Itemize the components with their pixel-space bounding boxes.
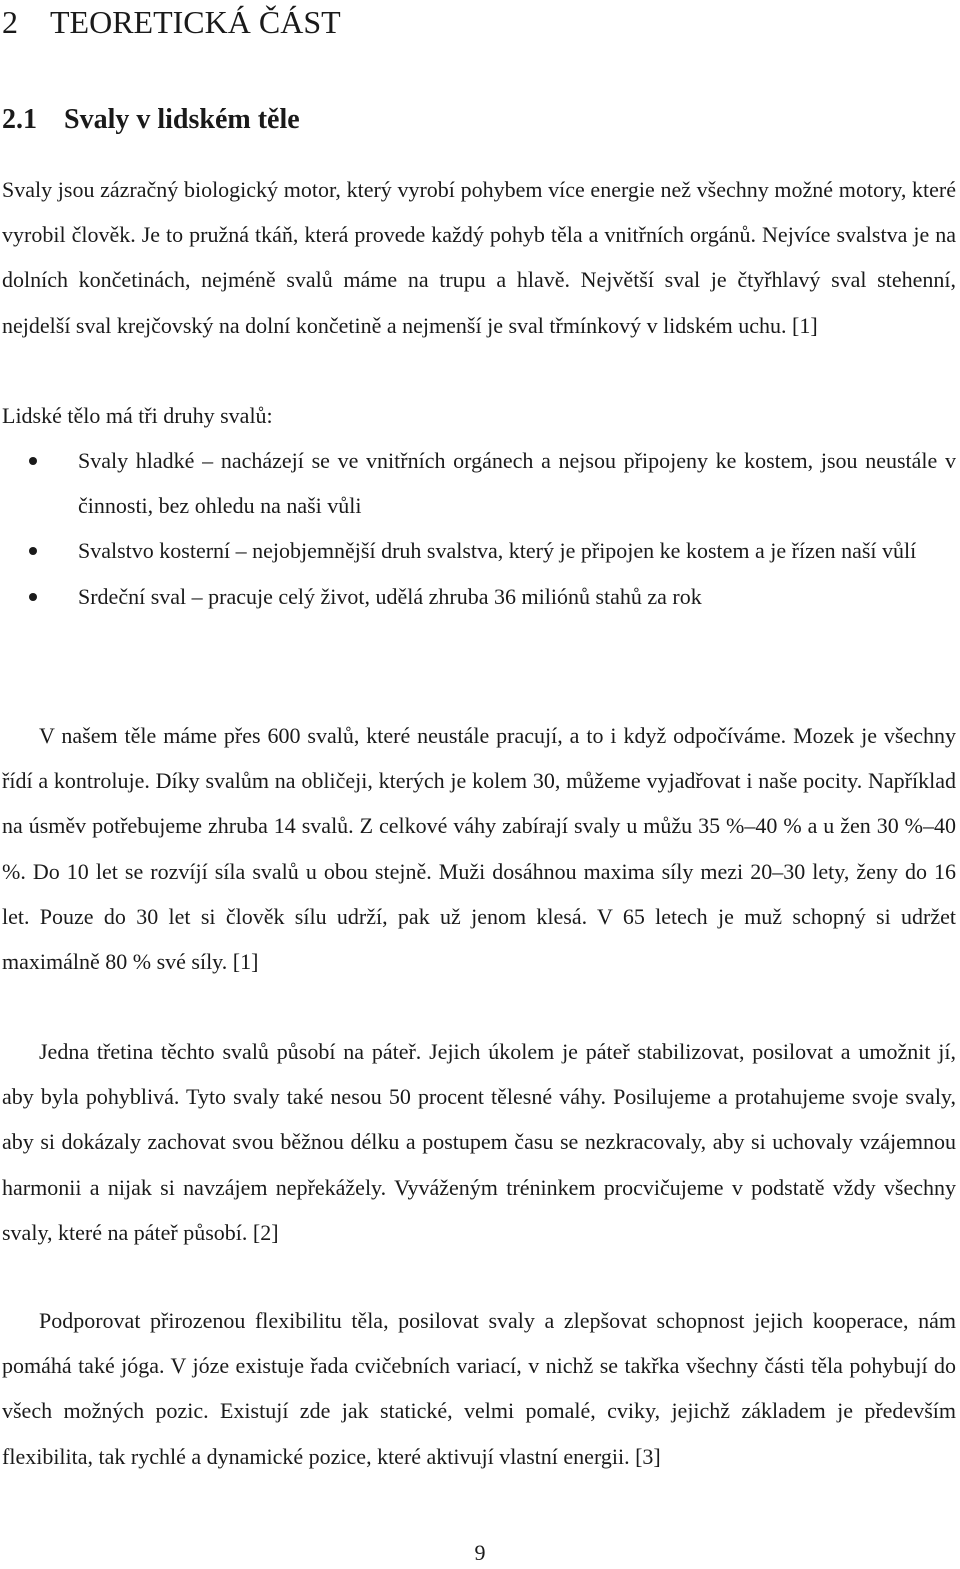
chapter-heading (2, 2, 341, 42)
bullet-icon (29, 547, 37, 555)
list-item (0, 574, 956, 619)
intro-paragraph: Svaly jsou zázračný biologický motor, který vyrobí pohybem více energie než všechny možné motory, které vyrobil člověk. Je to pružná tkáň, která provede každý pohyb těla a vnitřních orgánů. Nejvíce svalstva je na dolních končetinách, nejméně svalů máme na trupu a hlavě. Největší sval je čtyřhlavý sval stehenní, nejdelší sval krejčovský na dolní končetině a nejmenší je sval třmínkový v lidském uchu. [1] (2, 177, 956, 338)
page-number: 9 (474, 1540, 486, 1565)
chapter-title: TEORETICKÁ ČÁST (50, 4, 341, 40)
section-title: Svaly v lidském těle (64, 104, 300, 135)
section-number: 2.1 (2, 104, 37, 135)
section-heading (2, 100, 300, 140)
paragraph: V našem těle máme přes 600 svalů, které neustále pracují, a to i když odpočíváme. Mozek je všechny řídí a kontroluje. Díky svalům na obličeji, kterých je kolem 30, můžeme vyjadřovat i naše pocity. Například na úsměv potřebujeme zhruba 14 svalů. Z celkové váhy zabírají svaly u můžu 35 %–40 % a u žen 30 %–40 %. Do 10 let se rozvíjí síla svalů u obou stejně. Muži dosáhnou maxima síly mezi 20–30 lety, ženy do 16 let. Pouze do 30 let si člověk sílu udrží, pak už jenom klesá. V 65 letech je muž schopný si udržet maximálně 80 % své síly. [1] (2, 723, 956, 975)
list-item (0, 528, 956, 573)
list-item-text: Svaly hladké – nacházejí se ve vnitřních orgánech a nejsou připojeny ke kostem, jsou neustále v činnosti, bez ohledu na naši vůli (78, 448, 956, 519)
bullet-icon (29, 457, 37, 465)
list-item-text: Srdeční sval – pracuje celý život, udělá zhruba 36 miliónů stahů za rok (78, 583, 702, 609)
chapter-number: 2 (2, 4, 18, 40)
paragraph: Jedna třetina těchto svalů působí na páteř. Jejich úkolem je páteř stabilizovat, posilovat a umožnit jí, aby byla pohyblivá. Tyto svaly také nesou 50 procent tělesné váhy. Posilujeme a protahujeme svoje svaly, aby si dokázaly zachovat svou běžnou délku a postupem času se nezkracovaly, aby si uchovaly vzájemnou harmonii a nijak si navzájem nepřekážely. Vyváženým tréninkem procvičujeme v podstatě vždy všechny svaly, které na páteř působí. [2] (2, 1039, 956, 1245)
list-item-text: Svalstvo kosterní – nejobjemnější druh svalstva, který je připojen ke kostem a je řízen naší vůlí (78, 538, 917, 564)
bullet-icon (29, 593, 37, 601)
paragraph: Podporovat přirozenou flexibilitu těla, posilovat svaly a zlepšovat schopnost jejich kooperace, nám pomáhá také jóga. V józe existuje řada cvičebních variací, v nichž se takřka všechny části těla pohybují do všech možných pozic. Existují zde jak statické, velmi pomalé, cviky, jejichž základem je především flexibilita, tak rychlé a dynamické pozice, které aktivují vlastní energii. [3] (2, 1308, 956, 1469)
list-intro: Lidské tělo má tři druhy svalů: (2, 403, 273, 428)
list-item (0, 438, 956, 528)
muscle-types-list (0, 438, 956, 619)
